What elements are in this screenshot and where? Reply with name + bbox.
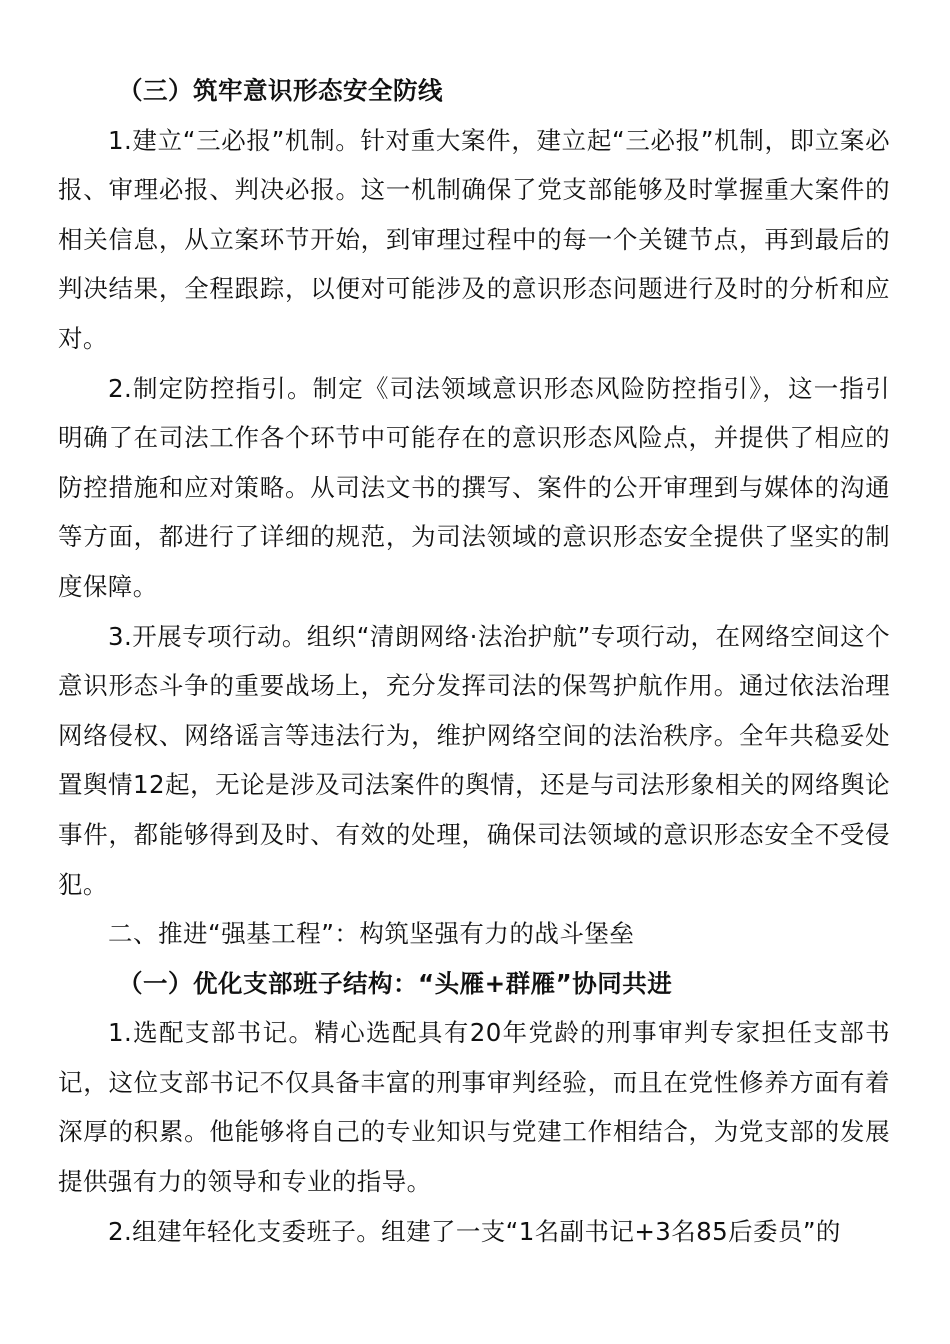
section-heading-3: （三）筑牢意识形态安全防线 <box>118 76 443 105</box>
document-body <box>58 66 890 1256</box>
subsection-heading-1: （一）优化支部班子结构：“头雁+群雁”协同共进 <box>118 968 673 998</box>
paragraph-three-must-report: 1.建立“三必报”机制。针对重大案件，建立起“三必报”机制，即立案必报、审理必报、判决必报。这一机制确保了党支部能够及时掌握重大案件的相关信息，从立案环节开始，到审理过程中的每一个关键节点，再到最后的判决结果，全程跟踪，以便对可能涉及的意识形态问题进行及时的分析和应对。 <box>58 125 890 353</box>
part-two-heading: 二、推进“强基工程”：构筑坚强有力的战斗堡垒 <box>108 919 635 949</box>
paragraph-branch-secretary: 1.选配支部书记。精心选配具有20年党龄的刑事审判专家担任支部书记，这位支部书记不仅具备丰富的刑事审判经验，而且在党性修养方面有着深厚的积累。他能够将自己的专业知识与党建工作相结合，为党支部的发展提供强有力的领导和专业的指导。 <box>58 1018 890 1197</box>
paragraph-prevention-guideline: 2.制定防控指引。制定《司法领域意识形态风险防控指引》，这一指引明确了在司法工作各个环节中可能存在的意识形态风险点，并提供了相应的防控措施和应对策略。从司法文书的撰写、案件的公开审理到与媒体的沟通等方面，都进行了详细的规范，为司法领域的意识形态安全提供了坚实的制度保障。 <box>58 373 890 601</box>
paragraph-special-action: 3.开展专项行动。组织“清朗网络·法治护航”专项行动，在网络空间这个意识形态斗争的重要战场上，充分发挥司法的保驾护航作用。通过依法治理网络侵权、网络谣言等违法行为，维护网络空间的法治秩序。全年共稳妥处置舆情12起，无论是涉及司法案件的舆情，还是与司法形象相关的网络舆论事件，都能够得到及时、有效的处理，确保司法领域的意识形态安全不受侵犯。 <box>58 621 890 899</box>
paragraph-young-committee: 2.组建年轻化支委班子。组建了一支“1名副书记+3名85后委员”的 <box>108 1216 841 1246</box>
